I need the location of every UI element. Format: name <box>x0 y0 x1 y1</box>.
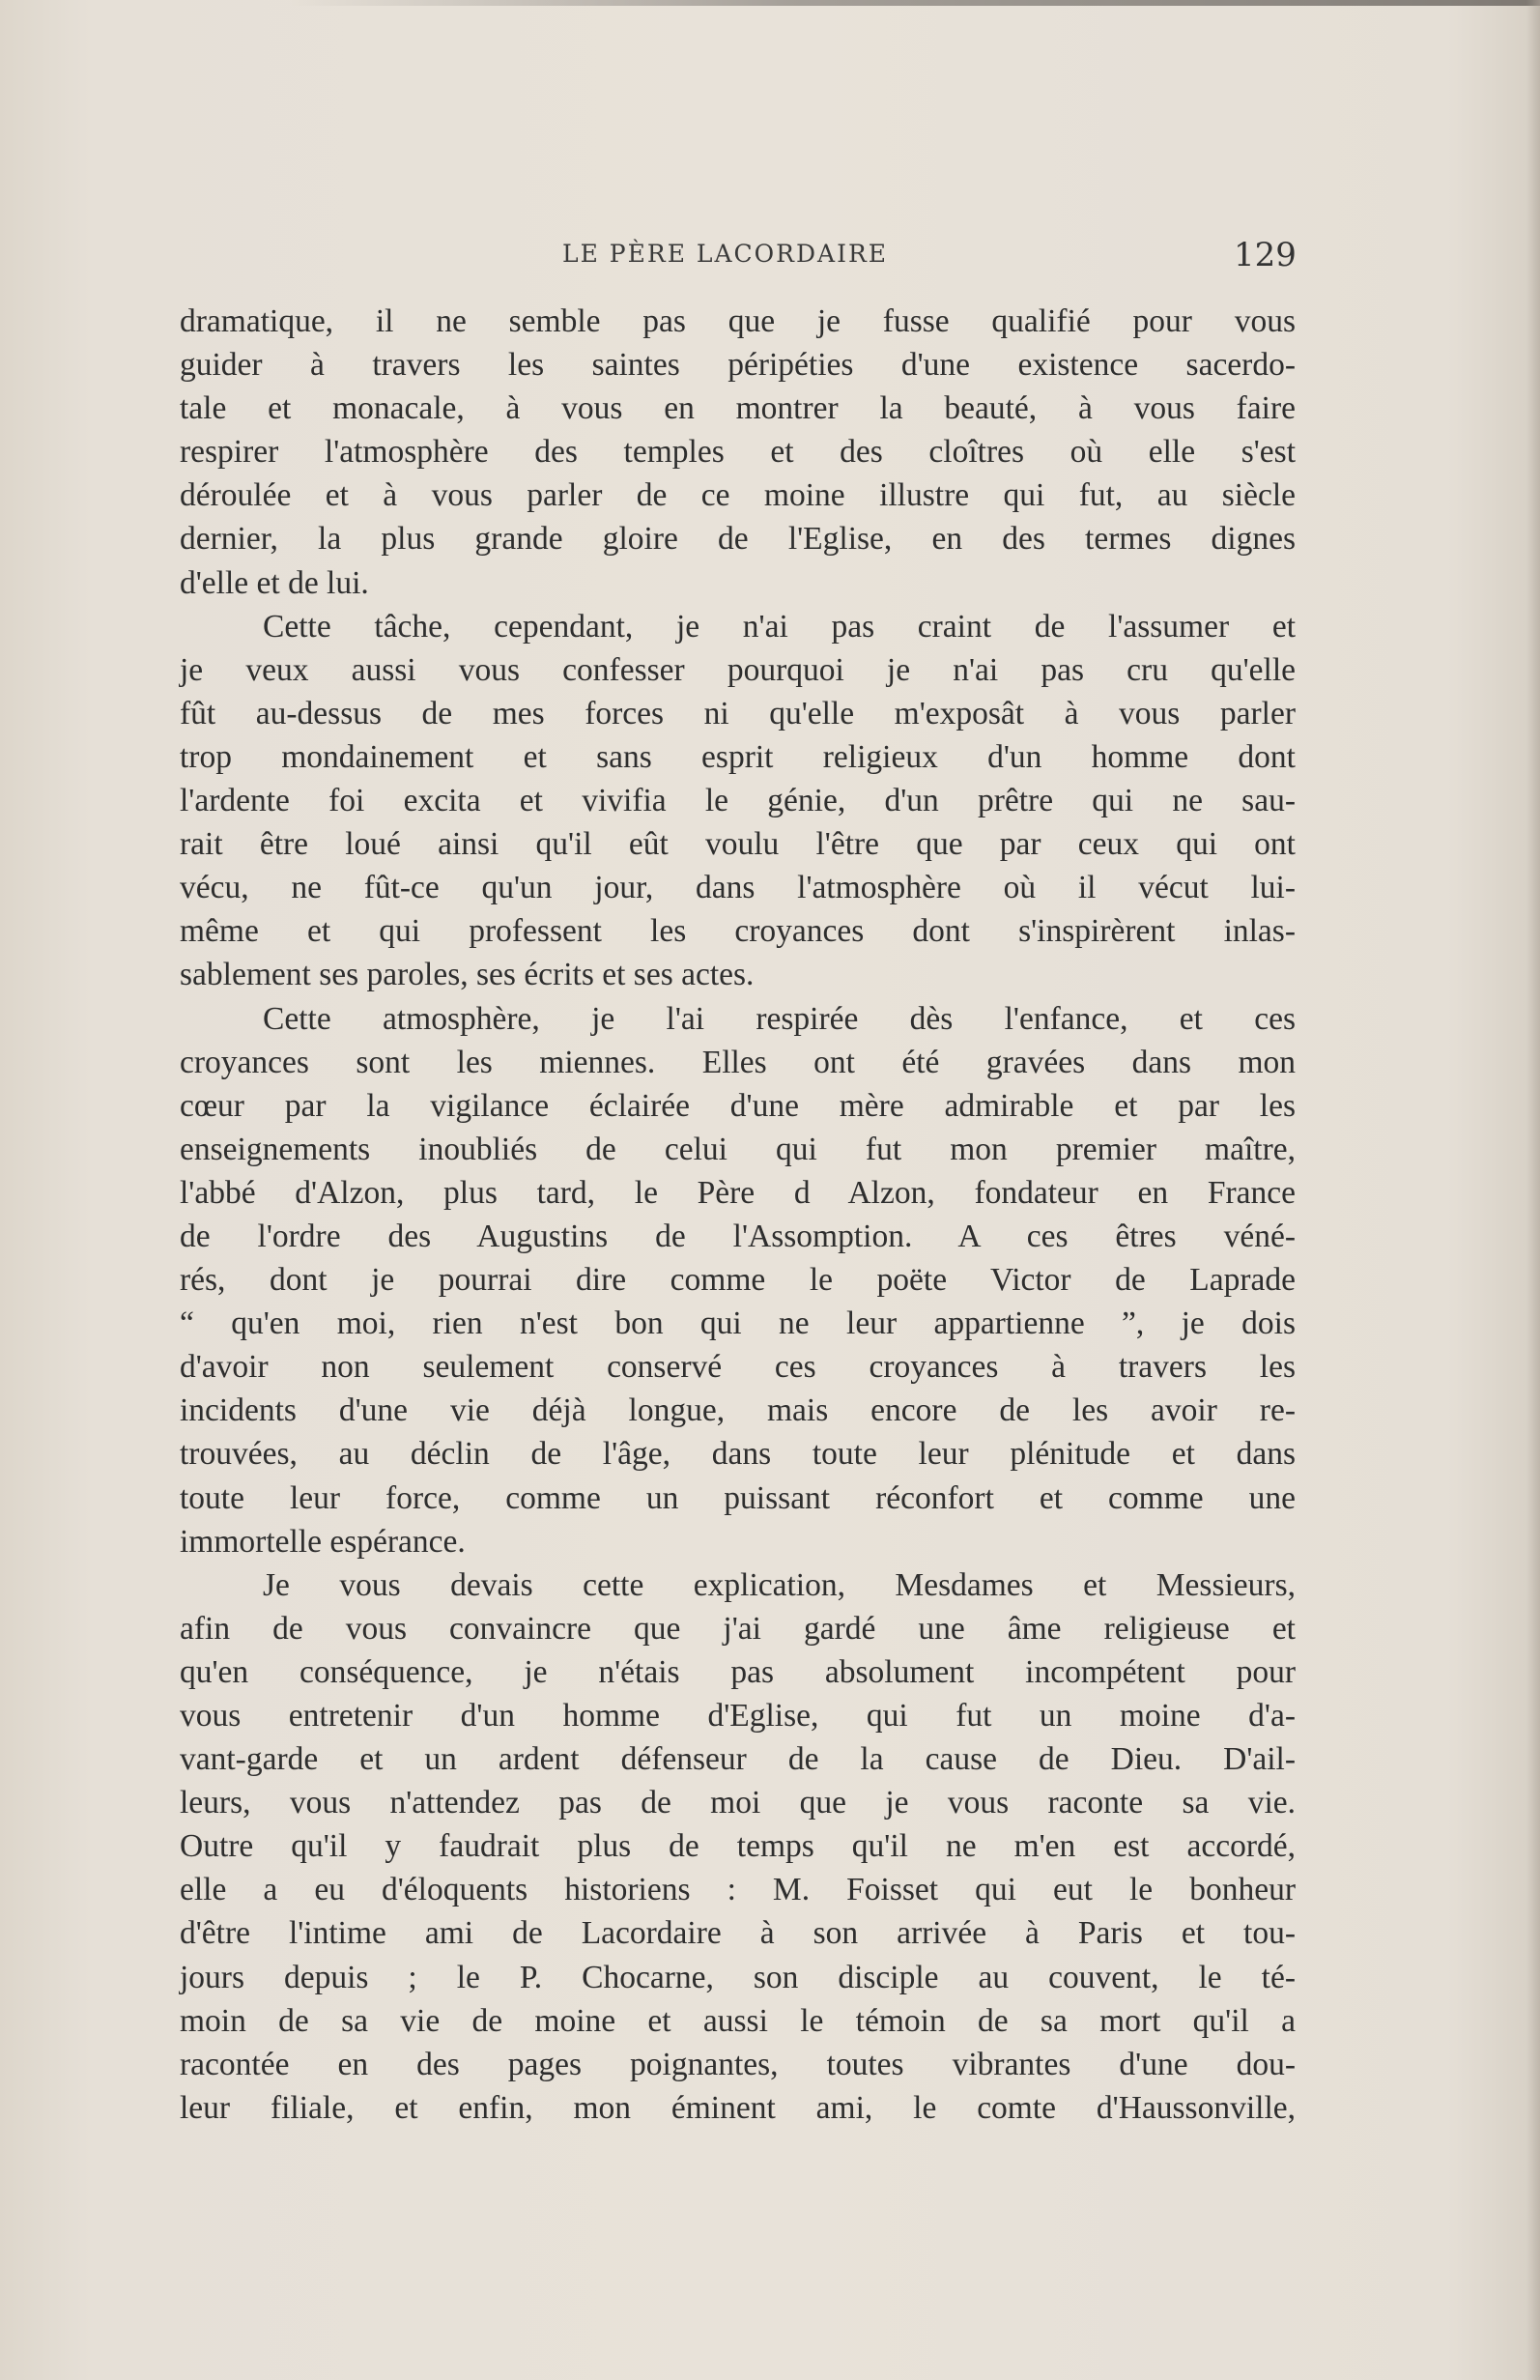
text-line: dramatique, il ne semble pas que je fusse qualifié pour vous <box>180 303 1296 339</box>
text-line: moin de sa vie de moine et aussi le témoin de sa mort qu'il a <box>180 2002 1296 2039</box>
text-line: rés, dont je pourrai dire comme le poëte Victor de Laprade <box>180 1262 1296 1299</box>
text-line: Cette tâche, cependant, je n'ai pas craint de l'assumer et <box>263 608 1296 645</box>
page-number: 129 <box>1234 236 1297 274</box>
text-line: l'ardente foi excita et vivifia le génie, d'un prêtre qui ne sau- <box>180 783 1296 819</box>
text-line: trop mondainement et sans esprit religieux d'un homme dont <box>180 738 1296 775</box>
text-line: Je vous devais cette explication, Mesdames et Messieurs, <box>263 1566 1296 1603</box>
text-line: rait être loué ainsi qu'il eût voulu l'être que par ceux qui ont <box>180 826 1296 863</box>
text-line: guider à travers les saintes péripéties d'une existence sacerdo- <box>180 347 1296 384</box>
text-line: jours depuis ; le P. Chocarne, son disciple au couvent, le té- <box>180 1959 1296 1995</box>
body-text <box>180 300 1296 2130</box>
text-line: toute leur force, comme un puissant réconfort et comme une <box>180 1479 1296 1516</box>
text-line: afin de vous convaincre que j'ai gardé une âme religieuse et <box>180 1610 1296 1647</box>
text-line: fût au-dessus de mes forces ni qu'elle m'exposât à vous parler <box>180 695 1296 731</box>
text-line: respirer l'atmosphère des temples et des cloîtres où elle s'est <box>180 434 1296 471</box>
text-line: sablement ses paroles, ses écrits et ses actes. <box>180 957 755 993</box>
text-line: incidents d'une vie déjà longue, mais encore de les avoir re- <box>180 1392 1296 1429</box>
text-line: Cette atmosphère, je l'ai respirée dès l'enfance, et ces <box>263 1000 1296 1037</box>
text-line: enseignements inoubliés de celui qui fut mon premier maître, <box>180 1131 1296 1167</box>
text-line: elle a eu d'éloquents historiens : M. Foisset qui eut le bonheur <box>180 1872 1296 1908</box>
text-line: dernier, la plus grande gloire de l'Eglise, en des termes dignes <box>180 521 1296 558</box>
text-line: “ qu'en moi, rien n'est bon qui ne leur appartienne ”, je dois <box>180 1305 1296 1342</box>
text-line: vant-garde et un ardent défenseur de la cause de Dieu. D'ail- <box>180 1741 1296 1778</box>
page-top-edge-shadow <box>290 0 1540 6</box>
text-line: vous entretenir d'un homme d'Eglise, qui fut un moine d'a- <box>180 1698 1296 1734</box>
text-line: d'avoir non seulement conservé ces croyances à travers les <box>180 1349 1296 1386</box>
text-line: même et qui professent les croyances dont s'inspirèrent inlas- <box>180 913 1296 950</box>
text-line: de l'ordre des Augustins de l'Assomption. A ces êtres véné- <box>180 1218 1296 1254</box>
text-line: Outre qu'il y faudrait plus de temps qu'il ne m'en est accordé, <box>180 1828 1296 1865</box>
text-line: qu'en conséquence, je n'étais pas absolument incompétent pour <box>180 1653 1296 1690</box>
text-line: déroulée et à vous parler de ce moine illustre qui fut, au siècle <box>180 477 1296 514</box>
text-line: immortelle espérance. <box>180 1523 466 1560</box>
text-line: l'abbé d'Alzon, plus tard, le Père d Alzon, fondateur en France <box>180 1174 1296 1211</box>
text-line: vécu, ne fût-ce qu'un jour, dans l'atmosphère où il vécut lui- <box>180 870 1296 906</box>
running-head: LE PÈRE LACORDAIRE <box>562 240 889 268</box>
text-line: cœur par la vigilance éclairée d'une mère admirable et par les <box>180 1087 1296 1124</box>
text-line: je veux aussi vous confesser pourquoi je n'ai pas cru qu'elle <box>180 651 1296 688</box>
text-line: leur filiale, et enfin, mon éminent ami, le comte d'Haussonville, <box>180 2089 1296 2126</box>
text-line: d'elle et de lui. <box>180 564 369 601</box>
text-line: d'être l'intime ami de Lacordaire à son arrivée à Paris et tou- <box>180 1915 1296 1952</box>
text-line: trouvées, au déclin de l'âge, dans toute leur plénitude et dans <box>180 1436 1296 1473</box>
text-line: tale et monacale, à vous en montrer la beauté, à vous faire <box>180 390 1296 427</box>
text-line: croyances sont les miennes. Elles ont été gravées dans mon <box>180 1044 1296 1080</box>
text-line: leurs, vous n'attendez pas de moi que je vous raconte sa vie. <box>180 1785 1296 1821</box>
page-right-edge-shadow <box>1526 0 1540 2380</box>
text-line: racontée en des pages poignantes, toutes vibrantes d'une dou- <box>180 2046 1296 2082</box>
